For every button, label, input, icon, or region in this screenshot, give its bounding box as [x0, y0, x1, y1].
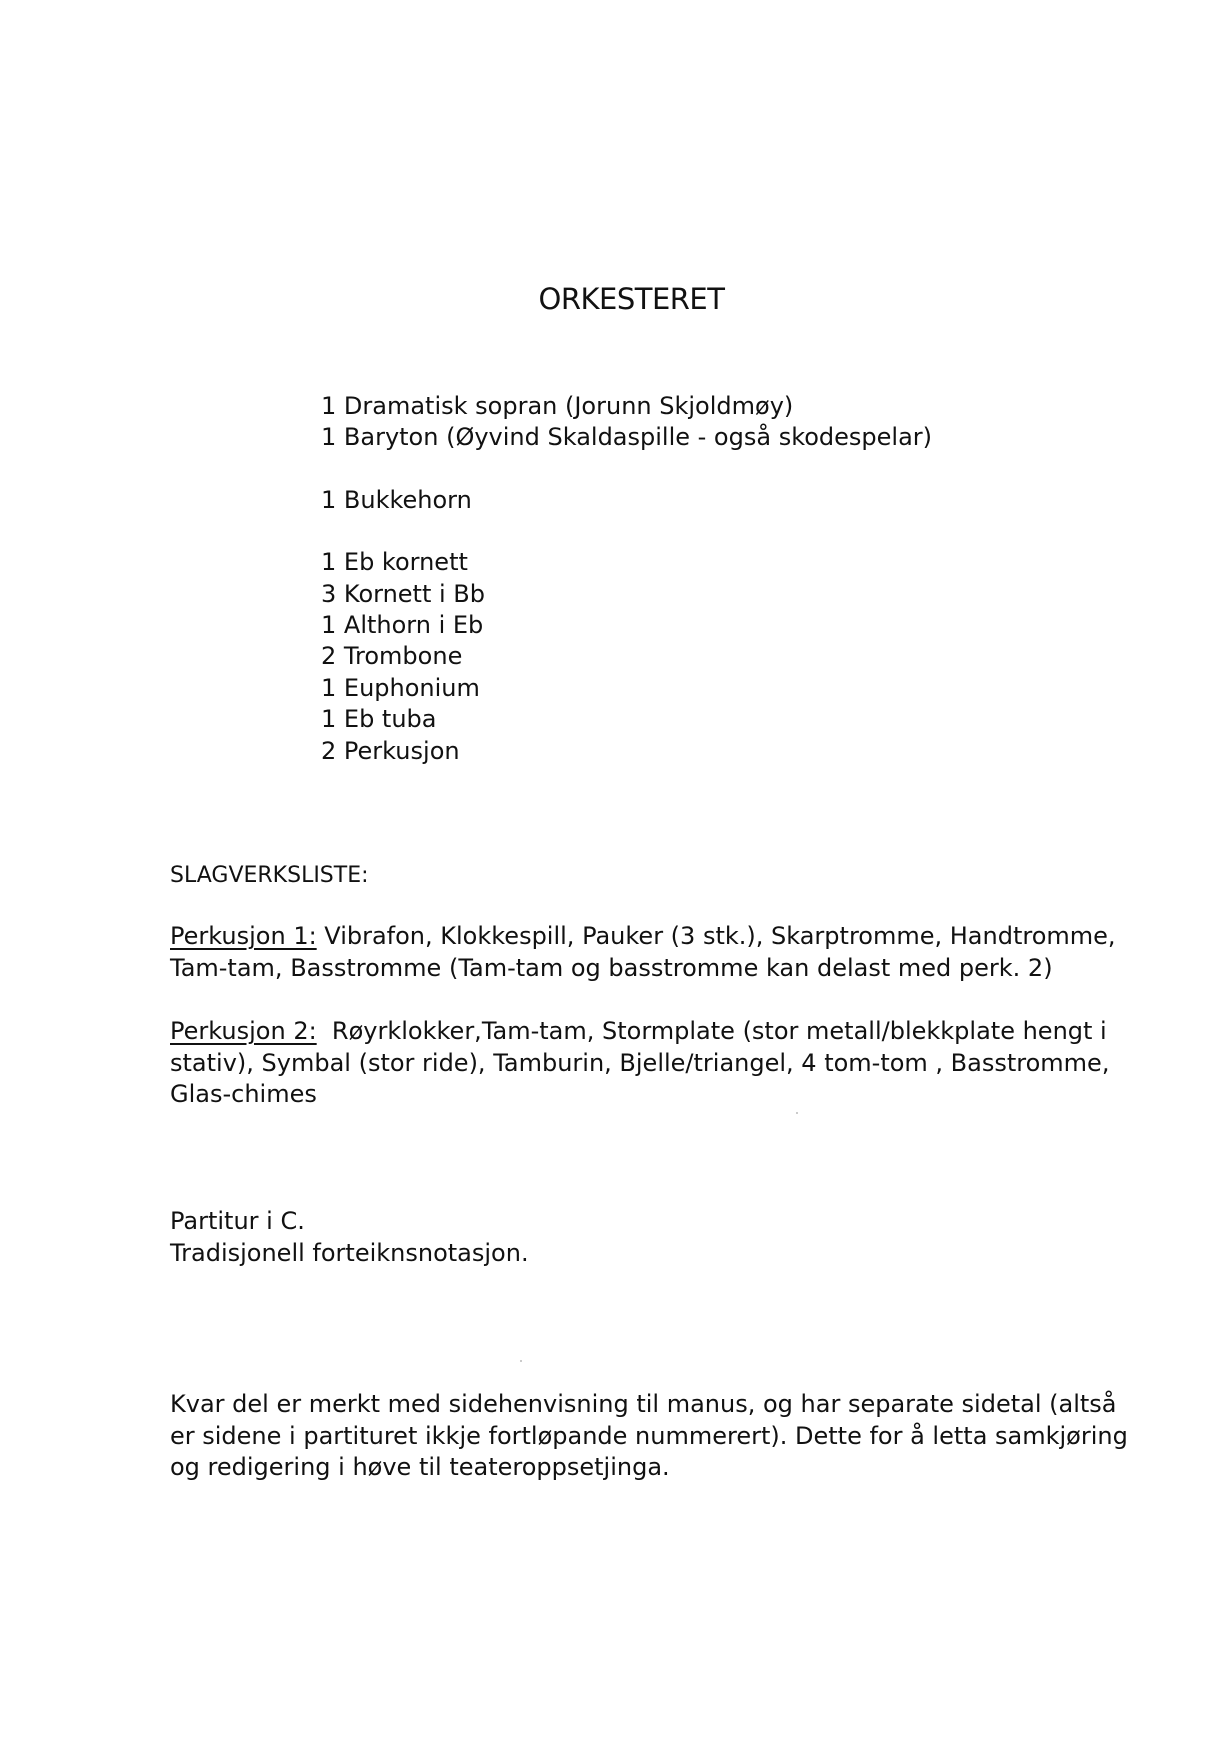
percussion-2-line: stativ), Symbal (stor ride), Tamburin, Bjelle/triangel, 4 tom-tom , Basstromme, — [170, 1048, 1110, 1077]
soloists-group — [321, 391, 932, 454]
percussion-2-line — [170, 1016, 1107, 1048]
percussion-1-text: Vibrafon, Klokkespill, Pauker (3 stk.), Skarptromme, Handtromme, — [316, 922, 1116, 950]
list-item: 1 Dramatisk sopran (Jorunn Skjoldmøy) — [321, 392, 794, 420]
percussion-heading: SLAGVERKSLISTE: — [170, 863, 369, 888]
closing-line: Kvar del er merkt med sidehenvisning til manus, og har separate sidetal (altså — [170, 1390, 1117, 1418]
score-note: Partitur i C. — [170, 1207, 305, 1235]
list-item: 1 Bukkehorn — [321, 485, 472, 514]
percussion-1-label: Perkusjon 1: — [170, 922, 317, 950]
instrument-list — [321, 391, 932, 798]
list-item: 1 Baryton (Øyvind Skaldaspille - også skodespelar) — [321, 423, 933, 452]
score-note: Tradisjonell forteiknsnotasjon. — [170, 1238, 529, 1267]
closing-line: og redigering i høve til teateroppsetjinga. — [170, 1453, 670, 1482]
list-item: 1 Althorn i Eb — [321, 611, 484, 640]
percussion-2-line: Glas-chimes — [170, 1080, 317, 1109]
scan-speck — [796, 1112, 798, 1114]
percussion-2-paragraph — [170, 1016, 1110, 1111]
list-item: 1 Euphonium — [321, 673, 480, 702]
folk-instrument-group — [321, 485, 932, 516]
closing-paragraph — [170, 1389, 1128, 1484]
list-item: 2 Trombone — [321, 642, 463, 671]
percussion-1-line: Tam-tam, Basstromme (Tam-tam og basstromme kan delast med perk. 2) — [170, 953, 1053, 982]
percussion-2-text: Røyrklokker,Tam-tam, Stormplate (stor metall/blekkplate hengt i — [316, 1017, 1107, 1045]
percussion-1-paragraph — [170, 921, 1116, 984]
percussion-2-label: Perkusjon 2: — [170, 1017, 317, 1045]
list-item: 3 Kornett i Bb — [321, 579, 485, 608]
percussion-1-line — [170, 921, 1116, 953]
closing-line: er sidene i partituret ikkje fortløpande nummerert). Dette for å letta samkjøring — [170, 1421, 1128, 1450]
list-item: 1 Eb kornett — [321, 548, 468, 577]
score-notes — [170, 1206, 1070, 1269]
list-item: 1 Eb tuba — [321, 705, 437, 734]
brass-band-group — [321, 547, 932, 767]
page-title: ORKESTERET — [538, 282, 725, 316]
list-item: 2 Perkusjon — [321, 736, 460, 765]
scan-speck — [520, 1360, 522, 1362]
